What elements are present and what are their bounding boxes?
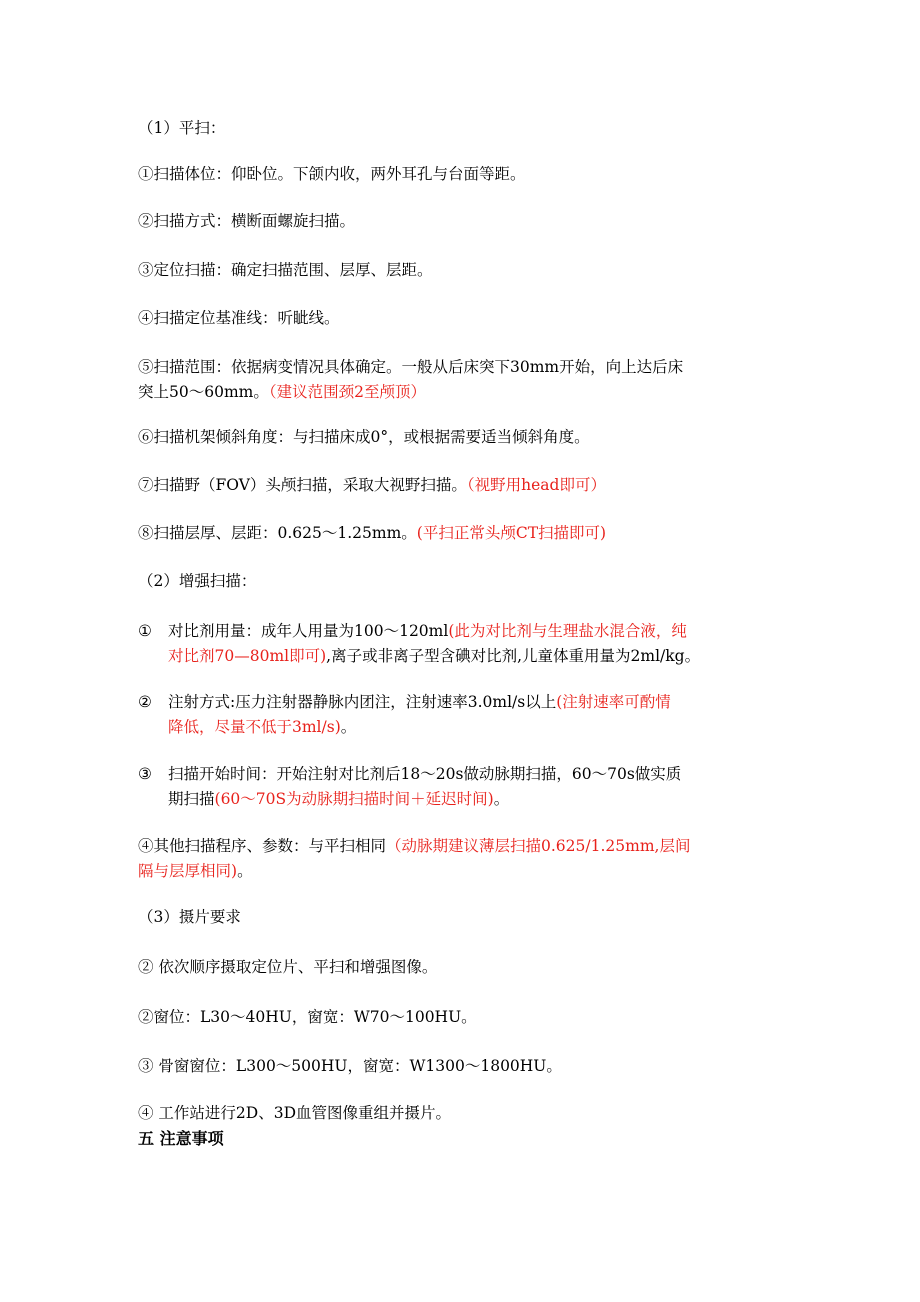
section-enhanced-scan-heading: （2）增强扫描： xyxy=(138,572,257,590)
bone-window-item: ③ 骨窗窗位：L300～500HU，窗宽：W1300～1800HU。 xyxy=(138,1057,562,1075)
window-level-item: ②窗位：L30～40HU，窗宽：W70～100HU。 xyxy=(138,1008,477,1026)
scan-range-item xyxy=(138,355,788,405)
slice-thickness-item: ⑧扫描层厚、层距：0.625～1.25mm。(平扫正常头颅CT扫描即可) xyxy=(138,524,607,542)
other-params-item: ④其他扫描程序、参数：与平扫相同（动脉期建议薄层扫描0.625/1.25mm,层间 隔与层厚相同)。 xyxy=(138,837,691,880)
gantry-tilt-item: ⑥扫描机架倾斜角度：与扫描床成0°，或根据需要适当倾斜角度。 xyxy=(138,428,590,446)
fov-note: （视野用head即可） xyxy=(466,476,606,494)
injection-method-item: ② 注射方式:压力注射器静脉内团注，注射速率3.0ml/s以上(注射速率可酌情 降低，尽量不低于3ml/s)。 xyxy=(138,690,818,740)
slice-thickness-note: (平扫正常头颅CT扫描即可) xyxy=(416,524,607,542)
scan-position-item: ①扫描体位：仰卧位。下颌内收，两外耳孔与台面等距。 xyxy=(138,165,526,183)
scan-range-line1: ⑤扫描范围：依据病变情况具体确定。一般从后床突下30mm开始，向上达后床 xyxy=(138,358,684,376)
positioning-scan-item: ③定位扫描：确定扫描范围、层厚、层距。 xyxy=(138,261,433,279)
scan-method-item: ②扫描方式：横断面螺旋扫描。 xyxy=(138,212,356,230)
item-number: ③ xyxy=(138,765,152,783)
section-five-heading: 五 注意事项 xyxy=(138,1129,224,1148)
baseline-item: ④扫描定位基准线：听眦线。 xyxy=(138,309,340,327)
item-number: ① xyxy=(138,622,152,640)
scan-timing-item: ③ 扫描开始时间：开始注射对比剂后18～20s做动脉期扫描，60～70s做实质 期扫描(60～70S为动脉期扫描时间＋延迟时间)。 xyxy=(138,762,818,812)
filming-order-item: ② 依次顺序摄取定位片、平扫和增强图像。 xyxy=(138,958,438,976)
section-filming-heading: （3）摄片要求 xyxy=(138,908,241,926)
workstation-item: ④ 工作站进行2D、3D血管图像重组并摄片。 xyxy=(138,1104,452,1122)
section-plain-scan-heading: （1）平扫： xyxy=(138,119,226,137)
scan-range-note: （建议范围颈2至颅顶） xyxy=(268,383,426,401)
item-number: ② xyxy=(138,693,152,711)
scan-range-line2: 突上50～60mm。（建议范围颈2至颅顶） xyxy=(138,383,426,401)
fov-item: ⑦扫描野（FOV）头颅扫描，采取大视野扫描。（视野用head即可） xyxy=(138,476,606,494)
contrast-dose-item: ① 对比剂用量：成年人用量为100～120ml(此为对比剂与生理盐水混合液，纯 对比剂70—80ml即可),离子或非离子型含碘对比剂,儿童体重用量为2ml/kg。 xyxy=(138,619,818,669)
